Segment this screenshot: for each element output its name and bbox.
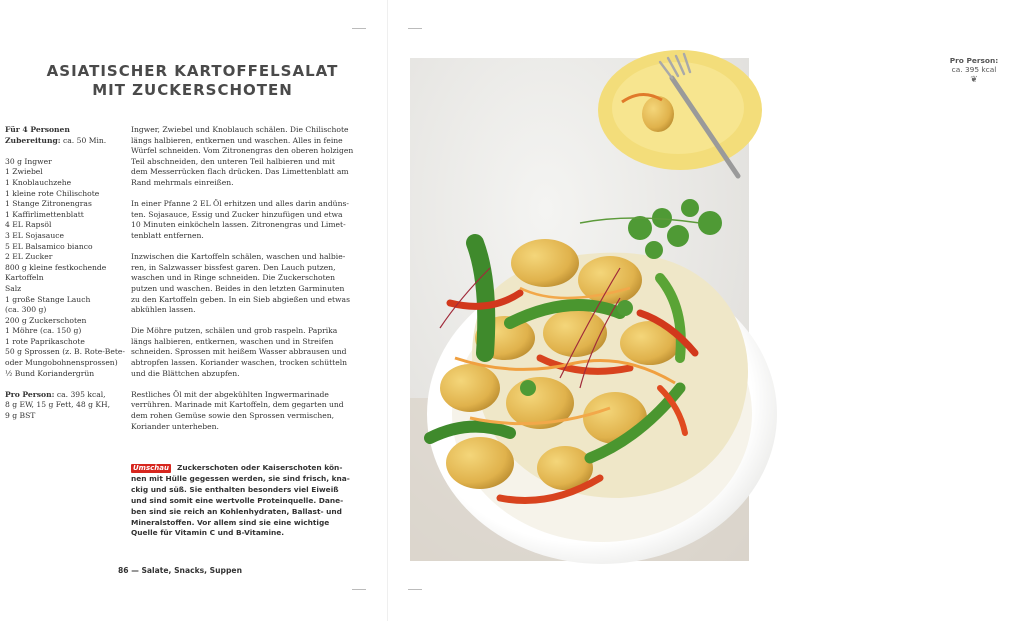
ingredient-item: 1 Knoblauchzehe [5, 177, 72, 187]
ingredient-item: 2 EL Zucker [5, 252, 53, 262]
step-line: abtropfen lassen. Koriander waschen, trocken schütteln [131, 358, 348, 368]
badge-value: ca. 395 kcal [951, 65, 997, 74]
step-line: Restliches Öl mit der abgekühlten Ingwermarinade [131, 389, 329, 399]
ingredient-item: 800 g kleine festkochende [5, 262, 107, 272]
recipe-title-line: MIT ZUCKERSCHOTEN [92, 81, 293, 99]
tip-rest [131, 473, 350, 539]
tip-text: Zuckerschoten oder Kaiserschoten kön- [176, 463, 343, 472]
step-line: putzen und waschen. Beides in den letzten Garminuten [131, 283, 345, 293]
ingredient-list [5, 125, 123, 422]
right-page [388, 0, 999, 621]
ingredient-item: (ca. 300 g) [5, 305, 47, 315]
step-line: längs halbieren, entkernen, waschen und in Streifen [131, 336, 334, 346]
ingredient-item: 1 Zwiebel [5, 167, 43, 177]
ingredient-item: Salz [5, 283, 22, 293]
tip-line: ben sind sie reich an Kohlenhydraten, Ballast- und [131, 506, 342, 516]
page-footer: 86 — Salate, Snacks, Suppen [118, 566, 242, 575]
ingredient-item: 4 EL Rapsöl [5, 220, 52, 230]
nutrition-line: 9 g BST [5, 411, 36, 421]
step-line: Die Möhre putzen, schälen und grob raspeln. Paprika [131, 326, 338, 336]
crop-mark [352, 589, 366, 590]
nutrition-line: ca. 395 kcal, [54, 389, 106, 399]
left-page [0, 0, 388, 621]
step-line: längs halbieren, entkernen und waschen. Alles in feine [131, 135, 343, 145]
umschau-tip [131, 463, 350, 539]
step-paragraph [131, 252, 350, 316]
tip-line: ckig und süß. Sie enthalten besonders viel Eiweiß [131, 484, 339, 494]
step-line: dem rohen Gemüse sowie den Sprossen vermischen, [131, 411, 335, 421]
preparation-steps [131, 125, 354, 443]
step-line: abkühlen lassen. [131, 305, 196, 315]
ingredient-item: Kartoffeln [5, 273, 44, 283]
ingredient-item: ½ Bund Koriandergrün [5, 368, 95, 378]
ingredient-item: oder Mungobohnensprossen) [5, 358, 118, 368]
step-line: dem Messerrücken flach drücken. Das Limettenblatt am [131, 167, 349, 177]
ingredient-items [5, 157, 123, 379]
tip-line: und sind somit eine wertvolle Proteinquelle. Dane- [131, 495, 344, 505]
step-line: 10 Minuten einköcheln lassen. Zitronengras und Limet- [131, 220, 346, 230]
step-line: Teil abschneiden, den unteren Teil halbieren und mit [131, 156, 336, 166]
ingredient-item: 5 EL Balsamico bianco [5, 241, 93, 251]
ingredient-item: 1 Möhre (ca. 150 g) [5, 326, 82, 336]
step-line: Rand mehrmals einreißen. [131, 177, 234, 187]
ingredient-item: 1 rote Paprikaschote [5, 336, 85, 346]
salad-photo [410, 58, 749, 561]
umschau-logo: Umschau [133, 464, 169, 472]
step-paragraph [131, 326, 346, 379]
tip-line: nen mit Hülle gegessen werden, sie sind frisch, kna- [131, 473, 350, 483]
calorie-badge [937, 38, 1011, 94]
step-line: und die Blättchen abzupfen. [131, 368, 240, 378]
step-line: waschen und in Ringe schneiden. Die Zuckerschoten [131, 273, 336, 283]
ingredient-item: 1 Stange Zitronengras [5, 199, 92, 209]
tip-line [131, 463, 346, 474]
step-line: In einer Pfanne 2 EL Öl erhitzen und alles darin andüns- [131, 199, 349, 209]
ingredient-item: 1 kleine rote Chilischote [5, 188, 100, 198]
prep-time-value: ca. 50 Min. [60, 135, 107, 145]
ingredient-item: 1 große Stange Lauch [5, 294, 91, 304]
tip-line: Quelle für Vitamin C und B-Vitamine. [131, 528, 285, 538]
crop-mark [408, 28, 422, 29]
step-line: ten. Sojasauce, Essig und Zucker hinzufügen und etwa [131, 209, 343, 219]
step-paragraph [131, 125, 354, 189]
step-line: Würfel schneiden. Vom Zitronengras den oberen holzigen [131, 146, 354, 156]
recipe-title [20, 62, 365, 100]
nutrition-info [5, 390, 123, 401]
ingredient-item: 30 g Ingwer [5, 156, 52, 166]
prep-time [5, 136, 123, 147]
badge-label: Pro Person: [949, 56, 999, 65]
ingredient-item: 1 Kaffirlimettenblatt [5, 209, 84, 219]
step-line: Inzwischen die Kartoffeln schälen, waschen und halbie- [131, 252, 346, 262]
step-line: Koriander unterheben. [131, 421, 219, 431]
ingredient-item: 200 g Zuckerschoten [5, 315, 87, 325]
step-line: Ingwer, Zwiebel und Knoblauch schälen. Die Chilischote [131, 125, 349, 134]
leaf-icon: ❦ [970, 75, 978, 85]
nutrition-label: Pro Person: [5, 389, 55, 399]
crop-mark [352, 28, 366, 29]
servings: Für 4 Personen [5, 125, 70, 134]
step-paragraph [131, 199, 349, 241]
step-line: ren, in Salzwasser bissfest garen. Den Lauch putzen, [131, 262, 336, 272]
step-line: tenblatt entfernen. [131, 230, 204, 240]
ingredient-item: 3 EL Sojasauce [5, 230, 64, 240]
nutrition-line: 8 g EW, 15 g Fett, 48 g KH, [5, 400, 111, 410]
prep-time-label: Zubereitung: [5, 135, 61, 145]
ingredient-item: 50 g Sprossen (z. B. Rote-Bete- [5, 347, 125, 357]
step-line: verrühren. Marinade mit Kartoffeln, dem gegarten und [131, 400, 344, 410]
step-line: zu den Kartoffeln geben. In ein Sieb abgießen und etwas [131, 294, 350, 304]
step-paragraph [131, 390, 346, 432]
recipe-title-line: ASIATISCHER KARTOFFELSALAT [46, 62, 339, 80]
crop-mark [408, 589, 422, 590]
tip-line: Mineralstoffen. Vor allem sind sie eine wichtige [131, 517, 330, 527]
step-line: schneiden. Sprossen mit heißem Wasser abbrausen und [131, 347, 347, 357]
